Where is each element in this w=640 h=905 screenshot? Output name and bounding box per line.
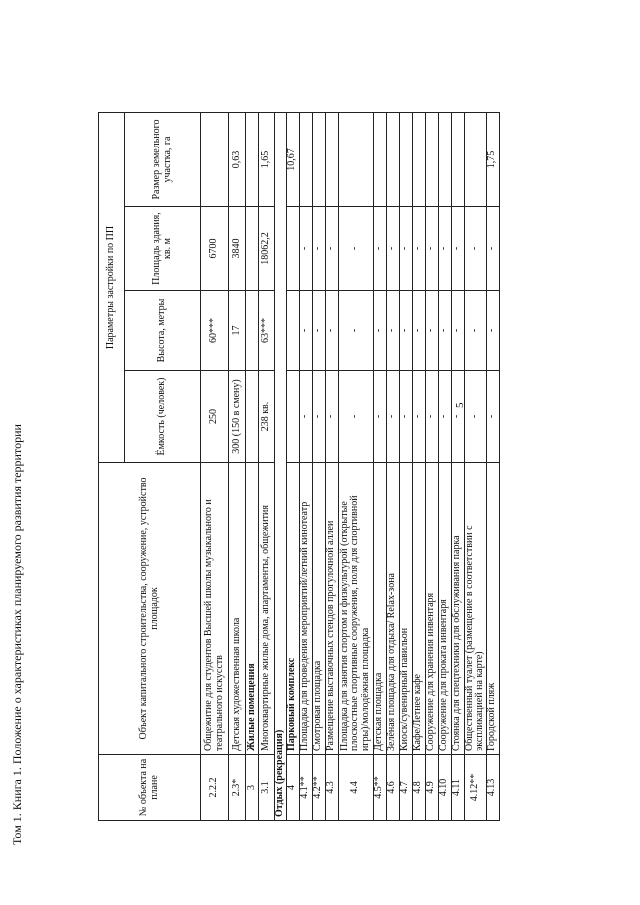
cell-land-size <box>451 112 464 206</box>
cell-object: Площадка для занятия спортом и физкультурой (открытые плоскостные спортивные сооружения, поля для спортивной игры)/молодёжная площадка <box>338 463 373 755</box>
cell-capacity: - <box>412 371 425 463</box>
table-row <box>464 112 486 820</box>
table-row <box>259 112 275 820</box>
cell-capacity: - <box>338 371 373 463</box>
cell-height: - <box>438 291 451 371</box>
cell-land-size <box>299 112 312 206</box>
cell-height: - <box>399 291 412 371</box>
header-params-group: Параметры застройки по ПП <box>99 112 125 462</box>
cell-height: - <box>299 291 312 371</box>
cell-height: - <box>486 291 499 371</box>
header-land-size: Размер земельного участка, га <box>125 112 201 206</box>
cell-capacity: 300 (150 в смену) <box>229 371 246 463</box>
cell-num: 4.11 <box>451 755 464 821</box>
cell-num: 4.4 <box>338 755 373 821</box>
cell-capacity: - <box>325 371 338 463</box>
cell-area: - <box>373 207 386 291</box>
cell-land-size <box>312 112 325 206</box>
table-row <box>275 112 287 820</box>
cell-num: 4.8 <box>412 755 425 821</box>
table-row <box>325 112 338 820</box>
table-row <box>399 112 412 820</box>
cell-area: - <box>486 207 499 291</box>
cell-capacity <box>246 371 259 463</box>
cell-capacity: - <box>373 371 386 463</box>
cell-capacity: - <box>451 371 464 463</box>
table-body <box>201 112 500 820</box>
cell-object: Детская художественная школа <box>229 463 246 755</box>
section-title: Отдых (рекреация) <box>275 112 287 820</box>
cell-land-size: 1,75 <box>486 112 499 206</box>
cell-height: 63*** <box>259 291 275 371</box>
header-object: Объект капитального строительства, сооружение, устройство площадок <box>99 463 201 755</box>
table-row <box>286 112 299 820</box>
cell-height: - <box>312 291 325 371</box>
cell-land-size: 1,65 <box>259 112 275 206</box>
cell-height: - <box>325 291 338 371</box>
cell-num: 4.6 <box>386 755 399 821</box>
cell-num: 2.2.2 <box>201 755 229 821</box>
cell-area: - <box>325 207 338 291</box>
cell-area <box>286 207 299 291</box>
cell-land-size <box>325 112 338 206</box>
cell-num: 4.3 <box>325 755 338 821</box>
cell-num: 4.5** <box>373 755 386 821</box>
cell-area: - <box>386 207 399 291</box>
cell-land-size <box>438 112 451 206</box>
cell-capacity: - <box>425 371 438 463</box>
cell-object: Площадка для проведения мероприятий/летний кинотеатр <box>299 463 312 755</box>
cell-object: Городской пляж <box>486 463 499 755</box>
table-row <box>246 112 259 820</box>
cell-land-size <box>201 112 229 206</box>
cell-capacity: - <box>399 371 412 463</box>
cell-height: - <box>338 291 373 371</box>
cell-capacity: - <box>464 371 486 463</box>
table-row <box>486 112 499 820</box>
cell-capacity: 250 <box>201 371 229 463</box>
cell-area: - <box>312 207 325 291</box>
cell-object: Смотровая площадка <box>312 463 325 755</box>
table-row <box>312 112 325 820</box>
cell-object: Сооружение для хранения инвентаря <box>425 463 438 755</box>
cell-num: 4.10 <box>438 755 451 821</box>
cell-area <box>246 207 259 291</box>
cell-object: Многоквартирные жилые дома, апартаменты, общежития <box>259 463 275 755</box>
cell-num: 4.13 <box>486 755 499 821</box>
cell-object: Размещение выставочных стендов прогулочной аллеи <box>325 463 338 755</box>
cell-area: - <box>438 207 451 291</box>
table-row <box>299 112 312 820</box>
cell-height: - <box>451 291 464 371</box>
cell-object: Сооружение для проката инвентаря <box>438 463 451 755</box>
cell-land-size <box>399 112 412 206</box>
cell-height: - <box>425 291 438 371</box>
cell-capacity: - <box>299 371 312 463</box>
header-area: Площадь здания, кв. м <box>125 207 201 291</box>
cell-height: 60*** <box>201 291 229 371</box>
cell-area: - <box>299 207 312 291</box>
cell-num: 4 <box>286 755 299 821</box>
cell-area: 18062,2 <box>259 207 275 291</box>
header-num: № объекта на плане <box>99 755 201 821</box>
cell-object: Жилые помещения <box>246 463 259 755</box>
table-row <box>373 112 386 820</box>
cell-capacity: - <box>486 371 499 463</box>
cell-num: 3.1 <box>259 755 275 821</box>
table-row <box>412 112 425 820</box>
cell-num: 4.7 <box>399 755 412 821</box>
cell-object: Стоянка для спецтехники для обслуживания парка <box>451 463 464 755</box>
cell-land-size <box>464 112 486 206</box>
cell-land-size <box>246 112 259 206</box>
table-row <box>438 112 451 820</box>
cell-area: - <box>338 207 373 291</box>
page-header: Том 1. Книга 1. Положение о характеристиках планируемого развития территории <box>10 424 24 845</box>
header-capacity: Ёмкость (человек) <box>125 371 201 463</box>
table-row <box>451 112 464 820</box>
cell-num: 4.2** <box>312 755 325 821</box>
cell-object: Зелёная площадка для отдыха/ Relax-зона <box>386 463 399 755</box>
development-parameters-table <box>98 112 500 821</box>
table-row <box>425 112 438 820</box>
cell-land-size: 10,67 <box>286 112 299 206</box>
cell-object: Киоск/сувенирный павильон <box>399 463 412 755</box>
cell-object: Парковый комплекс <box>286 463 299 755</box>
table-row <box>229 112 246 820</box>
cell-num: 4.12** <box>464 755 486 821</box>
cell-object: Общественный туалет (размещение в соответствии с экспликацией на карте) <box>464 463 486 755</box>
page-number: 5 <box>454 402 466 408</box>
cell-num: 4.9 <box>425 755 438 821</box>
cell-height: - <box>464 291 486 371</box>
cell-object: Общежитие для студентов Высшей школы музыкального и театрального искусств <box>201 463 229 755</box>
cell-land-size <box>338 112 373 206</box>
cell-area: - <box>425 207 438 291</box>
cell-height: - <box>412 291 425 371</box>
cell-num: 2.3* <box>229 755 246 821</box>
cell-capacity <box>286 371 299 463</box>
table-row <box>386 112 399 820</box>
cell-height: - <box>386 291 399 371</box>
cell-land-size <box>412 112 425 206</box>
cell-capacity: - <box>438 371 451 463</box>
cell-num: 4.1** <box>299 755 312 821</box>
cell-land-size <box>373 112 386 206</box>
cell-capacity: - <box>386 371 399 463</box>
cell-land-size <box>386 112 399 206</box>
cell-area: - <box>399 207 412 291</box>
cell-object: Кафе/Летнее кафе <box>412 463 425 755</box>
cell-height: - <box>373 291 386 371</box>
cell-area: - <box>464 207 486 291</box>
cell-height <box>286 291 299 371</box>
cell-num: 3 <box>246 755 259 821</box>
cell-land-size <box>425 112 438 206</box>
table-row <box>201 112 229 820</box>
cell-area: 3840 <box>229 207 246 291</box>
table-row <box>338 112 373 820</box>
cell-area: 6700 <box>201 207 229 291</box>
cell-capacity: - <box>312 371 325 463</box>
cell-height <box>246 291 259 371</box>
cell-area: - <box>412 207 425 291</box>
header-height: Высота, метры <box>125 291 201 371</box>
cell-land-size: 0,63 <box>229 112 246 206</box>
cell-height: 17 <box>229 291 246 371</box>
cell-object: Детская площадка <box>373 463 386 755</box>
cell-area: - <box>451 207 464 291</box>
cell-capacity: 238 кв. <box>259 371 275 463</box>
